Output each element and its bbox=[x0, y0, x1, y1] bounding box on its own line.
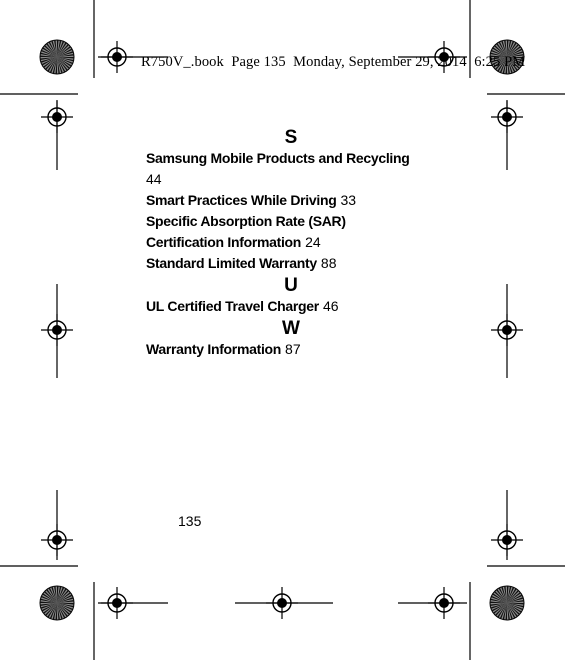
index-section-letter: W bbox=[282, 318, 300, 339]
page-number: 135 bbox=[178, 513, 202, 529]
registration-target-left-middle bbox=[41, 314, 73, 346]
index-term: UL Certified Travel Charger bbox=[146, 298, 319, 314]
starburst-target-top-left bbox=[40, 40, 74, 74]
registration-target-left-bottom bbox=[41, 524, 73, 556]
index-term: Samsung Mobile Products and Recycling bbox=[146, 150, 410, 166]
index-term: Smart Practices While Driving bbox=[146, 192, 337, 208]
index-entry-line bbox=[146, 211, 418, 232]
index-page-ref[interactable]: 24 bbox=[305, 234, 321, 250]
index-term: Specific Absorption Rate (SAR) bbox=[146, 213, 346, 229]
registration-target-top-left bbox=[101, 41, 133, 73]
index-entry-line bbox=[146, 169, 418, 190]
print-slug-header: R750V_.book Page 135 Monday, September 29, 2014 6:25 PM bbox=[141, 54, 526, 70]
registration-target-bottom-center bbox=[266, 587, 298, 619]
index-section-letter: S bbox=[284, 127, 298, 148]
registration-target-right-top bbox=[491, 101, 523, 133]
index-entry-line bbox=[146, 339, 418, 360]
registration-target-right-middle bbox=[491, 314, 523, 346]
index-section-letter: U bbox=[284, 275, 298, 296]
index-list bbox=[146, 126, 418, 360]
index-term: Certification Information bbox=[146, 234, 302, 250]
registration-target-right-bottom bbox=[491, 524, 523, 556]
index-term: Standard Limited Warranty bbox=[146, 255, 317, 271]
registration-target-bottom-right bbox=[428, 587, 460, 619]
index-entry-line bbox=[146, 253, 418, 274]
index-entry-line bbox=[146, 190, 418, 211]
index-entry-line bbox=[146, 296, 418, 317]
index-entry-line bbox=[146, 232, 418, 253]
index-term: Warranty Information bbox=[146, 341, 282, 357]
index-page-ref[interactable]: 33 bbox=[340, 192, 357, 208]
starburst-target-bottom-left bbox=[40, 586, 74, 620]
registration-target-left-top bbox=[41, 101, 73, 133]
index-page-ref[interactable]: 87 bbox=[285, 341, 301, 357]
index-page-ref[interactable]: 44 bbox=[146, 171, 162, 187]
index-entry-line bbox=[146, 148, 418, 169]
index-page-ref[interactable]: 88 bbox=[320, 255, 337, 271]
index-page-ref[interactable]: 46 bbox=[322, 298, 339, 314]
starburst-target-bottom-right bbox=[490, 586, 524, 620]
registration-target-bottom-left bbox=[101, 587, 133, 619]
